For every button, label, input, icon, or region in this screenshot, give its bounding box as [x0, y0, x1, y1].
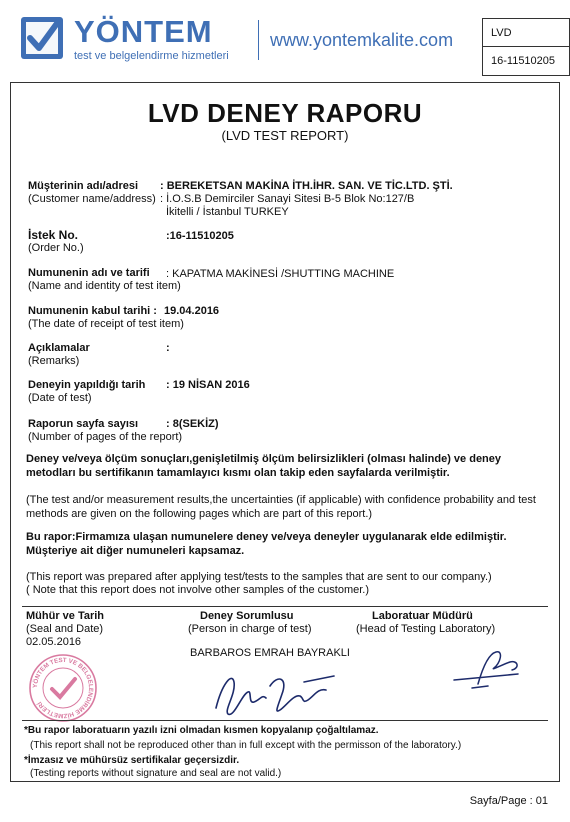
receipt-label-en: (The date of receipt of test item) — [28, 318, 184, 330]
customer-name-value: : BEREKETSAN MAKİNA İTH.İHR. SAN. VE TİC.LTD. ŞTİ. — [160, 180, 453, 192]
report-reference-box — [482, 18, 570, 76]
seal-date: 02.05.2016 — [26, 636, 82, 648]
footer-note-1-en: (This report shall not be reproduced other than in full except with the permisson of the laboratory.) — [30, 740, 462, 751]
customer-city-value: İkitelli / İstanbul TURKEY — [166, 206, 289, 218]
sample-label-en: (Name and identity of test item) — [28, 280, 181, 292]
sample-label: Numunenin adı ve tarifi — [28, 267, 150, 279]
seal-label-en: (Seal and Date) — [26, 623, 104, 635]
report-subtitle: (LVD TEST REPORT) — [221, 128, 349, 143]
pages-label-en: (Number of pages of the report) — [28, 431, 183, 443]
ref-number: 16-11510205 — [491, 55, 556, 67]
remarks-value: : — [166, 342, 170, 354]
person-in-charge-label-en: (Person in charge of test) — [188, 623, 312, 635]
scope-statement-en-2: ( Note that this report does not involve other samples of the customer.) — [26, 584, 370, 596]
receipt-label: Numunenin kabul tarihi : — [28, 305, 157, 317]
order-label-en: (Order No.) — [28, 242, 84, 254]
customer-label-en: (Customer name/address) — [28, 193, 156, 205]
person-in-charge-label: Deney Sorumlusu — [200, 610, 294, 622]
signature-divider — [22, 606, 548, 607]
header-divider — [258, 20, 259, 60]
company-logo-subtitle: test ve belgelendirme hizmetleri — [74, 50, 229, 62]
receipt-value: 19.04.2016 — [164, 305, 220, 317]
company-seal-stamp — [28, 653, 98, 723]
scope-statement-tr: Bu rapor:Firmamıza ulaşan numunelere deney ve/veya deneyler uygulanarak elde edilmiştir. Müşteriye ait diğer numuneleri kapsamaz. — [26, 531, 507, 557]
footer-divider — [22, 720, 548, 721]
sample-value: : KAPATMA MAKİNESİ /SHUTTING MACHINE — [166, 268, 395, 280]
logo-check-icon — [20, 16, 64, 60]
test-date-label-en: (Date of test) — [28, 392, 92, 404]
remarks-label: Açıklamalar — [28, 342, 90, 354]
remarks-label-en: (Remarks) — [28, 355, 80, 367]
scope-statement-en-1: (This report was prepared after applying test/tests to the samples that are sent to our company.) — [26, 571, 492, 583]
footer-note-1-tr: *Bu rapor laboratuarın yazılı izni olmadan kısmen kopyalanıp çoğaltılamaz. — [24, 725, 379, 736]
page-number: Sayfa/Page : 01 — [469, 795, 548, 807]
lab-head-signature — [448, 644, 528, 694]
pages-label: Raporun sayfa sayısı — [28, 418, 139, 430]
person-in-charge-name: BARBAROS EMRAH BAYRAKLI — [190, 647, 350, 659]
test-date-value: : 19 NİSAN 2016 — [166, 379, 250, 391]
footer-note-2-en: (Testing reports without signature and seal are not valid.) — [30, 768, 282, 779]
pages-value: : 8(SEKİZ) — [166, 418, 219, 430]
customer-label: Müşterinin adı/adresi — [28, 180, 139, 192]
test-date-label: Deneyin yapıldığı tarih — [28, 379, 146, 391]
company-logo-text: YÖNTEM — [74, 14, 213, 49]
ref-type: LVD — [483, 19, 569, 47]
svg-text:YÖNTEM TEST VE BELGELENDİRME H: YÖNTEM TEST VE BELGELENDİRME HİZMETLERİ — [31, 656, 95, 720]
lab-head-label-en: (Head of Testing Laboratory) — [356, 623, 496, 635]
report-header — [12, 8, 560, 80]
footer-note-2-tr: *İmzasız ve mühürsüz sertifikalar geçersizdir. — [24, 755, 240, 766]
lab-head-label: Laboratuar Müdürü — [372, 610, 473, 622]
customer-address-value: : İ.O.S.B Demirciler Sanayi Sitesi B-5 Blok No:127/B — [160, 193, 415, 205]
seal-label: Mühür ve Tarih — [26, 610, 105, 622]
results-statement-en: (The test and/or measurement results,the uncertainties (if applicable) with confidence probability and test methods are given on the following pages which are part of this report.) — [26, 494, 536, 520]
report-title: LVD DENEY RAPORU — [147, 98, 423, 128]
results-statement-tr: Deney ve/veya ölçüm sonuçları,genişletilmiş ölçüm belirsizlikleri (olması halinde) ve deney metodları bu sertifikanın tamamlayıcı kısmı olan takip eden sayfalarda verilmiştir. — [26, 453, 502, 479]
order-label: İstek No. — [28, 228, 79, 242]
order-value: :16-11510205 — [166, 230, 234, 242]
person-in-charge-signature — [208, 664, 338, 720]
company-website: www.yontemkalite.com — [270, 30, 454, 50]
